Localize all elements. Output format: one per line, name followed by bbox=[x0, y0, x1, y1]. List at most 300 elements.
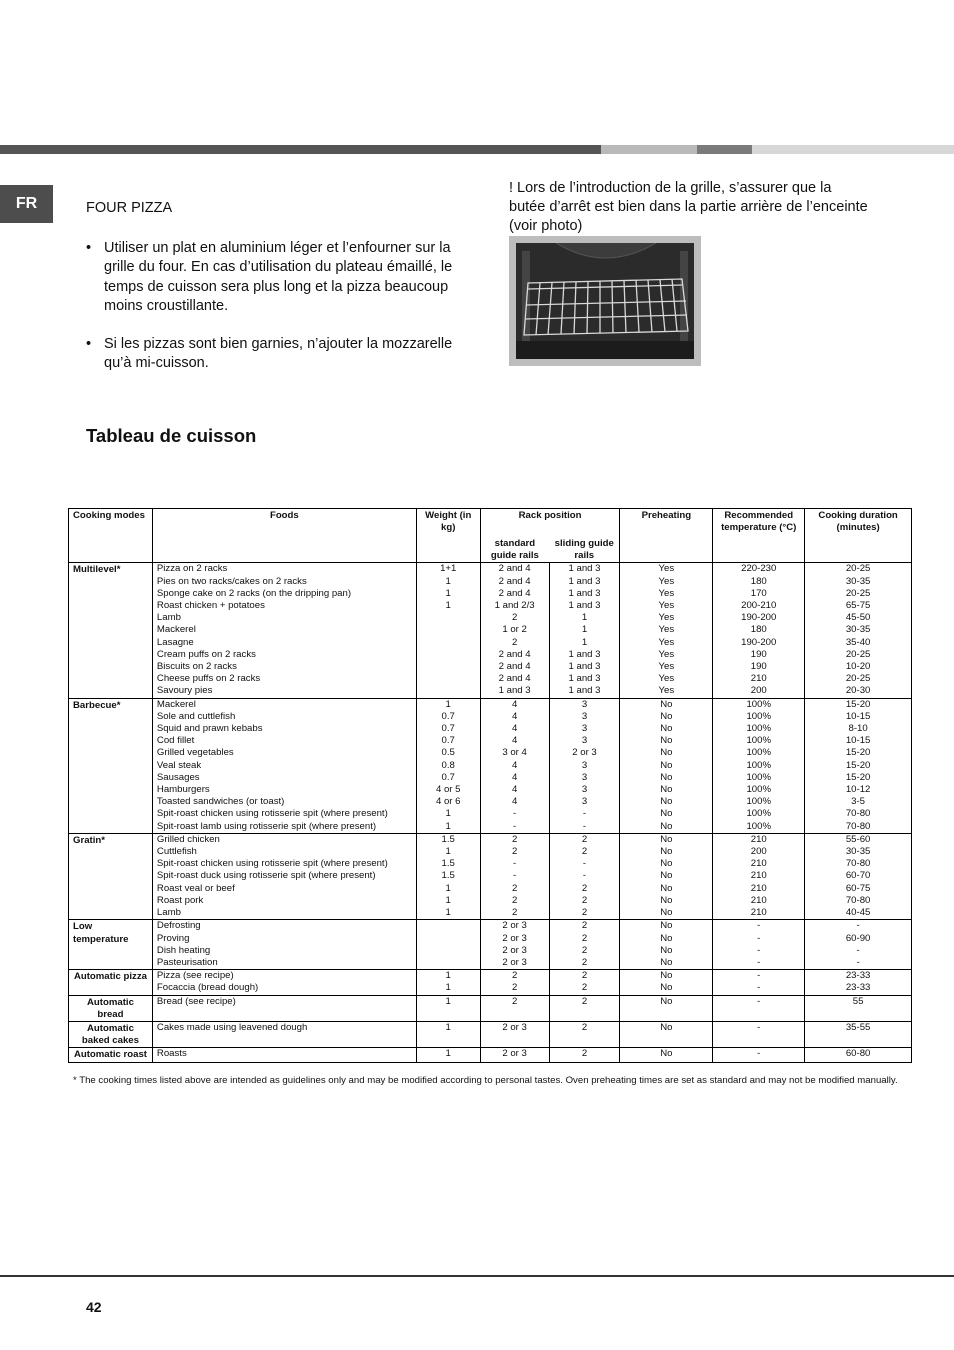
cell-line: 45-50 bbox=[845, 612, 871, 624]
cell-line: No bbox=[660, 970, 673, 982]
bullet-item bbox=[86, 239, 466, 317]
cell-line: 2 bbox=[581, 932, 588, 944]
table-footnote: * The cooking times listed above are intended as guidelines only and may be modified according to personal tastes. Oven preheating times are set as standard and may not be modified manually. bbox=[73, 1075, 898, 1086]
cell-line: 3 bbox=[581, 771, 588, 783]
cell-line: 2 bbox=[511, 833, 518, 845]
cell-line: 1 bbox=[581, 612, 588, 624]
cell-line: 210 bbox=[750, 894, 767, 906]
cell-line: No bbox=[660, 944, 673, 956]
duration-cell bbox=[805, 698, 912, 833]
cell-line: No bbox=[660, 1021, 673, 1033]
cell-line: 2 and 4 bbox=[498, 575, 531, 587]
cell-line: 10-15 bbox=[845, 735, 871, 747]
duration-cell bbox=[805, 1021, 912, 1047]
bullet-item bbox=[86, 335, 466, 374]
cell-line: 1 bbox=[445, 846, 451, 858]
cell-line: 2 or 3 bbox=[572, 747, 597, 759]
cell-line: 70-80 bbox=[845, 894, 871, 906]
cell-line: 1 bbox=[581, 636, 588, 648]
cell-line: No bbox=[660, 735, 673, 747]
cell-line: 100% bbox=[746, 747, 772, 759]
rack-standard-cell bbox=[480, 970, 549, 995]
food-cell bbox=[152, 698, 416, 833]
food-cell bbox=[152, 920, 416, 970]
header-bar-segment-2 bbox=[601, 145, 697, 154]
rack-sliding-cell bbox=[549, 1048, 620, 1062]
cell-line: 0.8 bbox=[441, 759, 455, 771]
cell-line: Roast pork bbox=[156, 894, 204, 906]
cell-line: Cod fillet bbox=[156, 735, 195, 747]
cell-line: 2 bbox=[511, 636, 518, 648]
cell-line: 1 and 3 bbox=[568, 587, 601, 599]
header-bar-segment-3 bbox=[697, 145, 752, 154]
cell-line: 2 or 3 bbox=[502, 1021, 527, 1033]
cell-line bbox=[421, 957, 476, 969]
preheating-cell bbox=[620, 1048, 713, 1062]
temperature-cell bbox=[713, 920, 805, 970]
preheating-cell bbox=[620, 833, 713, 919]
cell-line: 1 bbox=[445, 1048, 451, 1060]
cell-line: 2 and 4 bbox=[498, 587, 531, 599]
cell-line: - bbox=[757, 995, 761, 1007]
cell-line: Defrosting bbox=[156, 920, 201, 932]
cell-line: 3 bbox=[581, 723, 588, 735]
cell-line: Mackerel bbox=[156, 624, 196, 636]
cell-line: 1 bbox=[445, 600, 451, 612]
cell-line: 2 bbox=[581, 846, 588, 858]
cell-line: 190 bbox=[750, 661, 767, 673]
cell-line: 210 bbox=[750, 870, 767, 882]
preheating-cell bbox=[620, 563, 713, 698]
food-cell bbox=[152, 995, 416, 1021]
cell-line: Bread (see recipe) bbox=[156, 995, 236, 1007]
duration-cell bbox=[805, 920, 912, 970]
cell-line: 1+1 bbox=[440, 563, 457, 575]
temperature-cell bbox=[713, 563, 805, 698]
cell-line: Pasteurisation bbox=[156, 956, 218, 968]
cell-line: 2 bbox=[511, 846, 518, 858]
cell-line: 0.5 bbox=[441, 747, 455, 759]
cell-line: 1.5 bbox=[441, 870, 455, 882]
table-header-row bbox=[69, 509, 912, 539]
temperature-cell bbox=[713, 698, 805, 833]
cell-line: - bbox=[856, 920, 860, 932]
cell-line: 1 and 3 bbox=[498, 685, 531, 697]
cell-line: - bbox=[856, 944, 860, 956]
cell-line: 2 and 4 bbox=[498, 661, 531, 673]
cell-line: Savoury pies bbox=[156, 685, 213, 697]
cell-line: 2 bbox=[581, 956, 588, 968]
cell-line: Yes bbox=[658, 661, 675, 673]
rack-standard-cell bbox=[480, 1048, 549, 1062]
cell-line: No bbox=[660, 1048, 673, 1060]
cell-line: Roast chicken + potatoes bbox=[156, 600, 265, 612]
cell-line: 4 bbox=[511, 710, 518, 722]
temperature-cell bbox=[713, 970, 805, 995]
weight-cell bbox=[416, 920, 480, 970]
warning-note: ! Lors de l’introduction de la grille, s’assurer que la butée d’arrêt est bien dans la partie arrière de l’enceinte (voir photo) bbox=[509, 180, 868, 234]
header-cooking-modes: Cooking modes bbox=[69, 509, 153, 563]
cell-line: Yes bbox=[658, 636, 675, 648]
cell-line: No bbox=[660, 870, 673, 882]
cell-line: No bbox=[660, 820, 673, 832]
cell-line: Lasagne bbox=[156, 636, 194, 648]
cell-line: - bbox=[582, 870, 587, 882]
cell-line: - bbox=[757, 982, 761, 994]
cell-line: No bbox=[660, 932, 673, 944]
table-title: Tableau de cuisson bbox=[86, 425, 257, 446]
cell-line: Yes bbox=[658, 648, 675, 660]
cell-line: 2 bbox=[581, 995, 588, 1007]
cell-line: 190 bbox=[750, 648, 767, 660]
page-number: 42 bbox=[86, 1299, 102, 1315]
header-bar-segment-4 bbox=[752, 145, 954, 154]
header-bar-segment-1 bbox=[0, 145, 601, 154]
cell-line: 210 bbox=[750, 858, 767, 870]
cell-line: No bbox=[660, 882, 673, 894]
cell-line: 10-15 bbox=[845, 710, 871, 722]
header-duration: Cooking duration (minutes) bbox=[805, 509, 912, 563]
cell-line: 15-20 bbox=[845, 747, 871, 759]
food-cell bbox=[152, 1048, 416, 1062]
cell-line: 100% bbox=[746, 771, 772, 783]
oven-rack-photo bbox=[509, 236, 701, 366]
cell-line: 2 bbox=[581, 1021, 588, 1033]
cell-line: 0.7 bbox=[441, 771, 455, 783]
intro-section bbox=[86, 199, 466, 392]
cell-line: No bbox=[660, 995, 673, 1007]
cell-line: 20-30 bbox=[845, 685, 871, 697]
cell-line: 100% bbox=[746, 808, 772, 820]
cell-line: Lamb bbox=[156, 612, 181, 624]
cell-line: Yes bbox=[658, 673, 675, 685]
cell-line: Yes bbox=[658, 624, 675, 636]
cooking-mode-cell: Multilevel* bbox=[69, 563, 153, 698]
table-body bbox=[69, 563, 912, 1062]
cell-line: 2 and 4 bbox=[498, 563, 531, 575]
preheating-cell bbox=[620, 920, 713, 970]
cell-line: - bbox=[513, 808, 517, 820]
cell-line: 2 or 3 bbox=[502, 932, 527, 944]
cell-line: 1 and 3 bbox=[568, 575, 601, 587]
table-row bbox=[69, 563, 912, 698]
section-title: FOUR PIZZA bbox=[86, 200, 173, 216]
table-row bbox=[69, 1021, 912, 1047]
duration-cell bbox=[805, 563, 912, 698]
rack-standard-cell bbox=[480, 563, 549, 698]
header-weight: Weight (in kg) bbox=[416, 509, 480, 563]
weight-cell bbox=[416, 563, 480, 698]
cell-line: 4 bbox=[511, 723, 518, 735]
cell-line: 1 and 3 bbox=[568, 685, 601, 697]
rack-standard-cell bbox=[480, 698, 549, 833]
cell-line: 60-75 bbox=[845, 882, 871, 894]
cell-line: - bbox=[757, 1048, 761, 1060]
cell-line: 100% bbox=[746, 820, 772, 832]
cell-line bbox=[421, 661, 476, 673]
cell-line: 1 bbox=[445, 894, 451, 906]
cell-line: - bbox=[757, 920, 761, 932]
oven-rack-illustration bbox=[516, 243, 694, 359]
cell-line bbox=[421, 624, 476, 636]
cell-line: No bbox=[660, 982, 673, 994]
rack-standard-cell bbox=[480, 995, 549, 1021]
cell-line: Yes bbox=[658, 612, 675, 624]
cell-line: Spit-roast chicken using rotisserie spit (where present) bbox=[156, 808, 388, 820]
cell-line: 100% bbox=[746, 784, 772, 796]
cooking-mode-cell: Barbecue* bbox=[69, 698, 153, 833]
cell-line: Squid and prawn kebabs bbox=[156, 723, 263, 735]
cell-line: - bbox=[513, 870, 517, 882]
oven-interior bbox=[516, 243, 694, 359]
cell-line: 1 bbox=[445, 970, 451, 982]
cell-line: 1 bbox=[445, 808, 451, 820]
cell-line: No bbox=[660, 698, 673, 710]
cell-line: Yes bbox=[658, 563, 675, 575]
cell-line: Cuttlefish bbox=[156, 846, 197, 858]
cell-line: 2 bbox=[511, 612, 518, 624]
cell-line: 1 and 3 bbox=[568, 648, 601, 660]
cell-line: 30-35 bbox=[845, 575, 871, 587]
header-rack-position: Rack position bbox=[480, 509, 620, 539]
cell-line: Toasted sandwiches (or toast) bbox=[156, 796, 285, 808]
cell-line: 1 bbox=[445, 575, 451, 587]
table-row bbox=[69, 833, 912, 919]
cell-line bbox=[421, 612, 476, 624]
cell-line: Yes bbox=[658, 685, 675, 697]
rack-sliding-cell bbox=[549, 920, 620, 970]
cell-line: - bbox=[757, 944, 761, 956]
cell-line: 35-40 bbox=[845, 636, 871, 648]
cell-line: No bbox=[660, 771, 673, 783]
cell-line: 4 or 5 bbox=[435, 784, 461, 796]
cell-line: No bbox=[660, 710, 673, 722]
cell-line: 30-35 bbox=[845, 624, 871, 636]
cell-line: 200 bbox=[750, 685, 767, 697]
cooking-table bbox=[68, 508, 912, 1063]
cooking-mode-cell: Automatic pizza bbox=[69, 970, 153, 995]
cell-line: Grilled chicken bbox=[156, 833, 220, 845]
weight-cell bbox=[416, 1048, 480, 1062]
cell-line: 3 bbox=[581, 796, 588, 808]
table-row bbox=[69, 970, 912, 995]
cell-line: 60-70 bbox=[845, 870, 871, 882]
cell-line: Mackerel bbox=[156, 698, 196, 710]
table-row bbox=[69, 920, 912, 970]
duration-cell bbox=[805, 995, 912, 1021]
header-foods: Foods bbox=[152, 509, 416, 563]
preheating-cell bbox=[620, 970, 713, 995]
weight-cell bbox=[416, 1021, 480, 1047]
rack-sliding-cell bbox=[549, 563, 620, 698]
cell-line bbox=[421, 685, 476, 697]
cell-line: 2 bbox=[581, 970, 588, 982]
cell-line: 3 bbox=[581, 698, 588, 710]
weight-cell bbox=[416, 995, 480, 1021]
rack-sliding-cell bbox=[549, 698, 620, 833]
cell-line: 190-200 bbox=[741, 612, 777, 624]
cell-line: 70-80 bbox=[845, 820, 871, 832]
cell-line: Pies on two racks/cakes on 2 racks bbox=[156, 575, 307, 587]
weight-cell bbox=[416, 833, 480, 919]
cell-line: Hamburgers bbox=[156, 784, 210, 796]
cell-line: 100% bbox=[746, 710, 772, 722]
cell-line bbox=[421, 637, 476, 649]
cell-line: 2 bbox=[581, 1048, 588, 1060]
cell-line: 2 bbox=[511, 970, 518, 982]
table-row bbox=[69, 1048, 912, 1062]
cell-line: 100% bbox=[746, 735, 772, 747]
cell-line bbox=[421, 649, 476, 661]
cell-line: No bbox=[660, 956, 673, 968]
cell-line: No bbox=[660, 723, 673, 735]
cooking-mode-cell: Gratin* bbox=[69, 833, 153, 919]
cell-line: 210 bbox=[750, 833, 767, 845]
food-cell bbox=[152, 563, 416, 698]
bullet-text: Si les pizzas sont bien garnies, n’ajouter la mozzarelle qu’à mi-cuisson. bbox=[104, 335, 453, 371]
temperature-cell bbox=[713, 995, 805, 1021]
cell-line: 1 or 2 bbox=[502, 624, 527, 636]
preheating-cell bbox=[620, 1021, 713, 1047]
cooking-mode-cell: Automatic baked cakes bbox=[69, 1021, 153, 1047]
cell-line: 2 or 3 bbox=[502, 944, 527, 956]
cell-line: 170 bbox=[750, 587, 767, 599]
cell-line: 4 bbox=[511, 698, 518, 710]
cell-line: Spit-roast chicken using rotisserie spit (where present) bbox=[156, 858, 388, 870]
cell-line bbox=[421, 933, 476, 945]
cell-line: 3 or 4 bbox=[502, 747, 527, 759]
cell-line: No bbox=[660, 747, 673, 759]
cell-line: 1.5 bbox=[441, 833, 455, 845]
cell-line: 65-75 bbox=[845, 600, 871, 612]
weight-cell bbox=[416, 698, 480, 833]
cell-line: 20-25 bbox=[845, 673, 871, 685]
cell-line: 1 and 3 bbox=[568, 600, 601, 612]
cell-line: - bbox=[757, 956, 761, 968]
header-sliding-rails: sliding guide rails bbox=[549, 538, 620, 563]
duration-cell bbox=[805, 1048, 912, 1062]
cell-line: 2 bbox=[581, 882, 588, 894]
cell-line: 2 bbox=[511, 982, 518, 994]
cell-line: 180 bbox=[750, 624, 767, 636]
cell-line: - bbox=[513, 820, 517, 832]
cell-line: - bbox=[757, 970, 761, 982]
cell-line: 20-25 bbox=[845, 648, 871, 660]
cell-line: No bbox=[660, 784, 673, 796]
cell-line: 70-80 bbox=[845, 858, 871, 870]
cell-line bbox=[421, 945, 476, 957]
cell-line: 200 bbox=[750, 846, 767, 858]
cell-line: Yes bbox=[658, 575, 675, 587]
cell-line: 180 bbox=[750, 575, 767, 587]
cell-line: 210 bbox=[750, 673, 767, 685]
cell-line: 23-33 bbox=[845, 970, 871, 982]
cell-line: No bbox=[660, 833, 673, 845]
cell-line: 3 bbox=[581, 784, 588, 796]
language-tab: FR bbox=[0, 185, 53, 223]
cell-line: 1 bbox=[445, 982, 451, 994]
cell-line: - bbox=[582, 858, 587, 870]
cell-line: 100% bbox=[746, 796, 772, 808]
cell-line: 1 and 3 bbox=[568, 563, 601, 575]
cell-line: 4 or 6 bbox=[435, 796, 461, 808]
cell-line: 60-80 bbox=[845, 1048, 871, 1060]
cell-line: 1 bbox=[445, 698, 451, 710]
cell-line: 2 and 4 bbox=[498, 648, 531, 660]
cell-line: 1 bbox=[445, 587, 451, 599]
cell-line: Roasts bbox=[156, 1048, 187, 1060]
cell-line: 55 bbox=[852, 995, 864, 1007]
cell-line: 2 bbox=[581, 833, 588, 845]
cell-line: 2 bbox=[511, 882, 518, 894]
cell-line: 2 bbox=[581, 982, 588, 994]
header-preheating: Preheating bbox=[620, 509, 713, 563]
cell-line: 2 bbox=[581, 920, 588, 932]
cell-line: Spit-roast duck using rotisserie spit (where present) bbox=[156, 870, 376, 882]
cell-line: 1 and 2/3 bbox=[494, 600, 535, 612]
cell-line: - bbox=[757, 1021, 761, 1033]
cell-line: 4 bbox=[511, 796, 518, 808]
cell-line: Dish heating bbox=[156, 944, 211, 956]
cell-line: 3 bbox=[581, 710, 588, 722]
preheating-cell bbox=[620, 995, 713, 1021]
temperature-cell bbox=[713, 1021, 805, 1047]
rack-sliding-cell bbox=[549, 970, 620, 995]
cell-line: 100% bbox=[746, 698, 772, 710]
rack-standard-cell bbox=[480, 920, 549, 970]
cell-line: 210 bbox=[750, 907, 767, 919]
duration-cell bbox=[805, 970, 912, 995]
cell-line: - bbox=[582, 808, 587, 820]
cell-line: No bbox=[660, 858, 673, 870]
cell-line: 70-80 bbox=[845, 808, 871, 820]
cell-line: 15-20 bbox=[845, 698, 871, 710]
cell-line: Cakes made using leavened dough bbox=[156, 1021, 308, 1033]
cell-line: No bbox=[660, 920, 673, 932]
cell-line: Sausages bbox=[156, 771, 200, 783]
cooking-mode-cell: Low temperature bbox=[69, 920, 153, 970]
cell-line: Sponge cake on 2 racks (on the dripping pan) bbox=[156, 587, 352, 599]
rack-sliding-cell bbox=[549, 995, 620, 1021]
cell-line: 20-25 bbox=[845, 587, 871, 599]
cell-line: Biscuits on 2 racks bbox=[156, 661, 237, 673]
food-cell bbox=[152, 970, 416, 995]
cell-line: Pizza on 2 racks bbox=[156, 563, 228, 575]
cell-line: Lamb bbox=[156, 907, 181, 919]
temperature-cell bbox=[713, 833, 805, 919]
cell-line: 23-33 bbox=[845, 982, 871, 994]
bullet-dot: • bbox=[86, 335, 92, 352]
cell-line: 4 bbox=[511, 784, 518, 796]
duration-cell bbox=[805, 833, 912, 919]
cooking-mode-cell: Automatic bread bbox=[69, 995, 153, 1021]
cell-line: 100% bbox=[746, 723, 772, 735]
cell-line: 4 bbox=[511, 735, 518, 747]
cell-line: Pizza (see recipe) bbox=[156, 970, 234, 982]
cell-line: Proving bbox=[156, 932, 190, 944]
cell-line bbox=[421, 673, 476, 685]
cell-line: Spit-roast lamb using rotisserie spit (where present) bbox=[156, 820, 377, 832]
cell-line: 1 bbox=[445, 1021, 451, 1033]
cell-line: Cheese puffs on 2 racks bbox=[156, 673, 261, 685]
cell-line: 190-200 bbox=[741, 636, 777, 648]
cell-line: 0.7 bbox=[441, 735, 455, 747]
cell-line: 20-25 bbox=[845, 563, 871, 575]
cell-line: 2 bbox=[581, 944, 588, 956]
cell-line: 200-210 bbox=[741, 600, 777, 612]
bullet-text: Utiliser un plat en aluminium léger et l’enfourner sur la grille du four. En cas d’utilisation du plateau émaillé, le temps de cuisson sera plus long et la pizza beaucoup moins croustillante. bbox=[104, 239, 453, 314]
cell-line: 210 bbox=[750, 882, 767, 894]
